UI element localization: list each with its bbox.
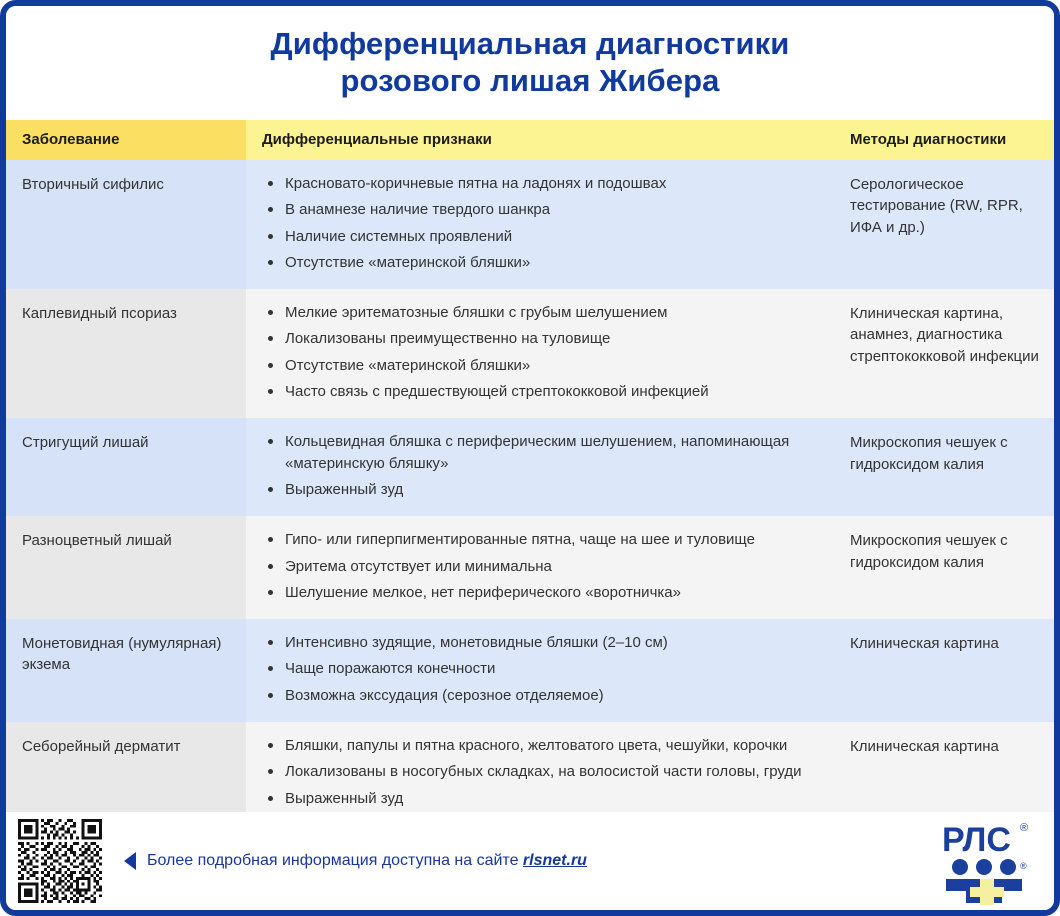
footer-note [124, 852, 940, 870]
rls-logo-registered-top: ® [1020, 822, 1029, 834]
logo-head-center [976, 859, 992, 875]
sign-item: Выраженный зуд [266, 788, 816, 809]
cell-signs [246, 289, 834, 418]
triangle-left-icon [124, 852, 136, 870]
table-row [6, 289, 1054, 418]
cell-signs [246, 516, 834, 619]
cell-methods: Микроскопия чешуек с гидроксидом калия [834, 418, 1054, 516]
sign-item: В анамнезе наличие твердого шанкра [266, 199, 816, 220]
cell-methods: Клиническая картина [834, 619, 1054, 722]
table-head [6, 120, 1054, 160]
table-row [6, 722, 1054, 825]
column-header-methods: Методы диагностики [834, 120, 1054, 160]
signs-list [266, 173, 816, 273]
sign-item: Наличие системных проявлений [266, 226, 816, 247]
rls-logo-registered-bottom: ® [1020, 861, 1027, 871]
rlsnet-link[interactable]: rlsnet.ru [522, 852, 587, 869]
cell-signs [246, 418, 834, 516]
sign-item: Выраженный зуд [266, 479, 816, 500]
sign-item: Чаще поражаются конечности [266, 658, 816, 679]
rls-logo-text: РЛС [942, 821, 1011, 859]
sign-item: Гипо- или гиперпигментированные пятна, чаще на шее и туловище [266, 529, 816, 550]
logo-head-right [1000, 859, 1016, 875]
cell-signs [246, 160, 834, 289]
page-title-line1: Дифференциальная диагностики [270, 26, 790, 62]
signs-list [266, 529, 816, 603]
table-body [6, 160, 1054, 825]
logo-head-left [952, 859, 968, 875]
cell-methods: Клиническая картина [834, 722, 1054, 825]
differential-diagnosis-table [6, 120, 1054, 825]
table-row [6, 160, 1054, 289]
sign-item: Интенсивно зудящие, монетовидные бляшки (2–10 см) [266, 632, 816, 653]
footer-note-prefix: Более подробная информация доступна на сайте [147, 852, 523, 869]
sign-item: Локализованы в носогубных складках, на волосистой части головы, груди [266, 761, 816, 782]
sign-item: Красновато-коричневые пятна на ладонях и подошвах [266, 173, 816, 194]
qr-code-icon[interactable] [18, 819, 102, 903]
cell-disease: Каплевидный псориаз [6, 289, 246, 418]
page-title [271, 26, 790, 99]
sign-item: Кольцевидная бляшка с периферическим шелушением, напоминающая «материнскую бляшку» [266, 431, 816, 474]
sign-item: Отсутствие «материнской бляшки» [266, 252, 816, 273]
cell-signs [246, 722, 834, 825]
cell-disease: Разноцветный лишай [6, 516, 246, 619]
signs-list [266, 431, 816, 500]
rls-logo [940, 817, 1036, 905]
column-header-disease: Заболевание [6, 120, 246, 160]
sign-item: Возможна экссудация (серозное отделяемое) [266, 685, 816, 706]
cell-methods: Микроскопия чешуек с гидроксидом калия [834, 516, 1054, 619]
cell-disease: Себорейный дерматит [6, 722, 246, 825]
sign-item: Часто связь с предшествующей стрептококковой инфекцией [266, 381, 816, 402]
table-header-row [6, 120, 1054, 160]
page-title-line2: розового лишая Жибера [340, 63, 720, 98]
signs-list [266, 632, 816, 706]
table-row [6, 418, 1054, 516]
title-area [6, 6, 1054, 120]
sign-item: Бляшки, папулы и пятна красного, желтоватого цвета, чешуйки, корочки [266, 735, 816, 756]
sign-item: Локализованы преимущественно на туловище [266, 328, 816, 349]
signs-list [266, 735, 816, 809]
column-header-signs: Дифференциальные признаки [246, 120, 834, 160]
cell-disease: Монетовидная (нумулярная) экзема [6, 619, 246, 722]
footer-note-text [147, 852, 587, 870]
sign-item: Мелкие эритематозные бляшки с грубым шелушением [266, 302, 816, 323]
sign-item: Отсутствие «материнской бляшки» [266, 355, 816, 376]
cell-methods: Клиническая картина, анамнез, диагностика стрептококковой инфекции [834, 289, 1054, 418]
cell-signs [246, 619, 834, 722]
footer [6, 812, 1054, 910]
cell-methods: Серологическое тестирование (RW, RPR, ИФА и др.) [834, 160, 1054, 289]
signs-list [266, 302, 816, 402]
sign-item: Шелушение мелкое, нет периферического «воротничка» [266, 582, 816, 603]
table-row [6, 516, 1054, 619]
sign-item: Эритема отсутствует или минимальна [266, 556, 816, 577]
cell-disease: Стригущий лишай [6, 418, 246, 516]
cell-disease: Вторичный сифилис [6, 160, 246, 289]
table-row [6, 619, 1054, 722]
